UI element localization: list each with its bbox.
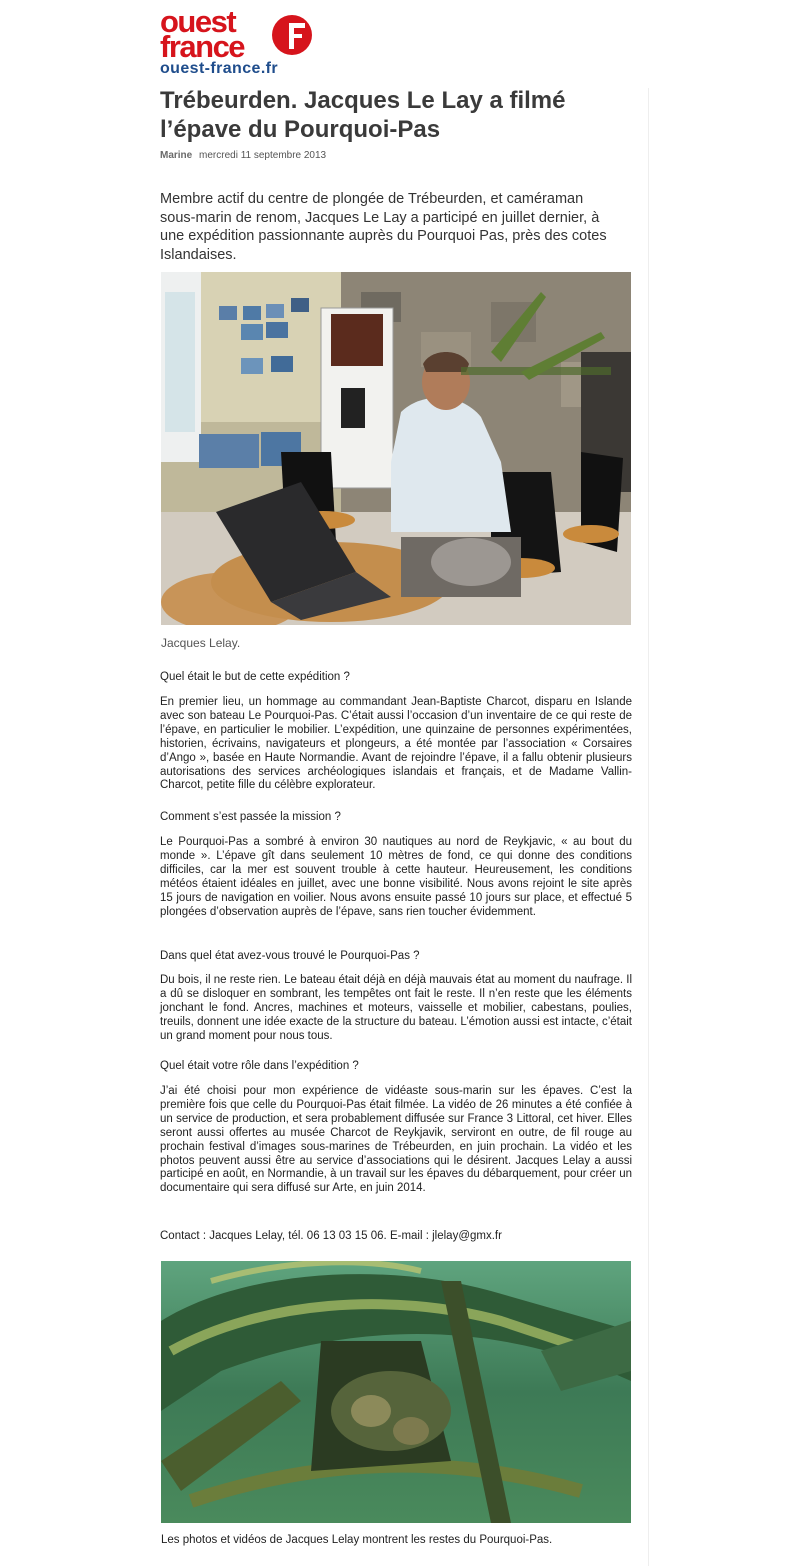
- logo-f-icon: [272, 15, 312, 55]
- answer-4: J’ai été choisi pour mon expérience de vidéaste sous-marin sur les épaves. C’est la première fois que celle du Pourquoi-Pas était filmée. La vidéo de 26 minutes a été confiée à un service de production, et sera probablement diffusée sur France 3 Littoral, cet hiver. Elles seront aussi offertes au musée Charcot de Reykjavik, serviront en outre, de fil rouge au prochain festival d’images sous-marines de Trébeurden, en juin prochain. La vidéo et les photos peuvent aussi être au service d’associations qui le désirent. Jacques Lelay a aussi participé en août, en Normandie, à un travail sur les épaves du débarquement, pour créer un documentaire qui sera diffusé sur Arte, en juin 2014.: [160, 1085, 632, 1195]
- contact-line: Contact : Jacques Lelay, tél. 06 13 03 15 06. E-mail : jlelay@gmx.fr: [160, 1230, 502, 1242]
- photo-jacques-lelay: [161, 272, 631, 625]
- question-3: Dans quel état avez-vous trouvé le Pourquoi-Pas ?: [160, 950, 420, 962]
- logo-url: ouest-france.fr: [160, 60, 279, 77]
- photo-wreck-underwater: [161, 1261, 631, 1523]
- answer-1: En premier lieu, un hommage au commandant Jean-Baptiste Charcot, disparu en Islande avec son bateau Le Pourquoi-Pas. C’était aussi l’occasion d’un inventaire de ce qui reste de l’épave, en particulier le mobilier. L’expédition, une quinzaine de personnes expérimentées, historien, écrivains, navigateurs et plongeurs, a été montée par l’association « Corsaires d’Ango », basée en Haute Normandie. Avant de rejoindre l’épave, il a fallu obtenir plusieurs autorisations des services archéologiques islandais et français, et de Madame Vallin-Charcot, petite fille du célèbre explorateur.: [160, 696, 632, 792]
- photo1-caption: Jacques Lelay.: [161, 636, 241, 650]
- photo2-caption: Les photos et vidéos de Jacques Lelay montrent les restes du Pourquoi-Pas.: [161, 1534, 553, 1546]
- article-date: mercredi 11 septembre 2013: [199, 150, 327, 161]
- answer-2: Le Pourquoi-Pas a sombré à environ 30 nautiques au nord de Reykjavic, « au bout du monde ». L’épave gît dans seulement 10 mètres de fond, ce qui donne des conditions difficiles, car la mer est souvent trouble à cette hauteur. Heureusement, les conditions météos étaient idéales en juillet, avec une bonne visibilité. Nous avons rejoint le site après 15 jours de navigation en voilier. Nous avons ensuite passé 10 jours sur place, et effectué 5 plongées d’observation auprès de l’épave, sans rien toucher évidemment.: [160, 836, 632, 918]
- article-lead: Membre actif du centre de plongée de Trébeurden, et caméraman sous-marin de renom, Jacques Le Lay a participé en juillet dernier, à une expédition passionnante auprès du Pourquoi Pas, près des cotes Islandaises.: [160, 191, 607, 263]
- article-title: Trébeurden. Jacques Le Lay a filmé l’épave du Pourquoi-Pas: [160, 87, 566, 143]
- question-2: Comment s’est passée la mission ?: [160, 811, 341, 823]
- ouest-france-logo[interactable]: [160, 6, 320, 76]
- column-divider: [648, 88, 649, 1566]
- question-4: Quel était votre rôle dans l’expédition ?: [160, 1060, 359, 1072]
- question-1: Quel était le but de cette expédition ?: [160, 671, 350, 683]
- answer-3: Du bois, il ne reste rien. Le bateau était déjà en déjà mauvais état au moment du naufrage. Il a dû se disloquer en sombrant, les tempêtes ont fait le reste. Il n’en reste que les éléments jonchant le fond. Ancres, machines et moteurs, vaisselle et mobilier, cabestans, poulies, treuils, donnent une idée exacte de la structure du bateau. L’émotion aussi est intacte, c’était un grand moment pour nous tous.: [160, 974, 632, 1042]
- logo-word-ouest: ouest: [160, 4, 236, 39]
- article-category: Marine: [160, 150, 193, 161]
- article-meta: [160, 150, 326, 161]
- logo-word-france: france: [160, 29, 245, 64]
